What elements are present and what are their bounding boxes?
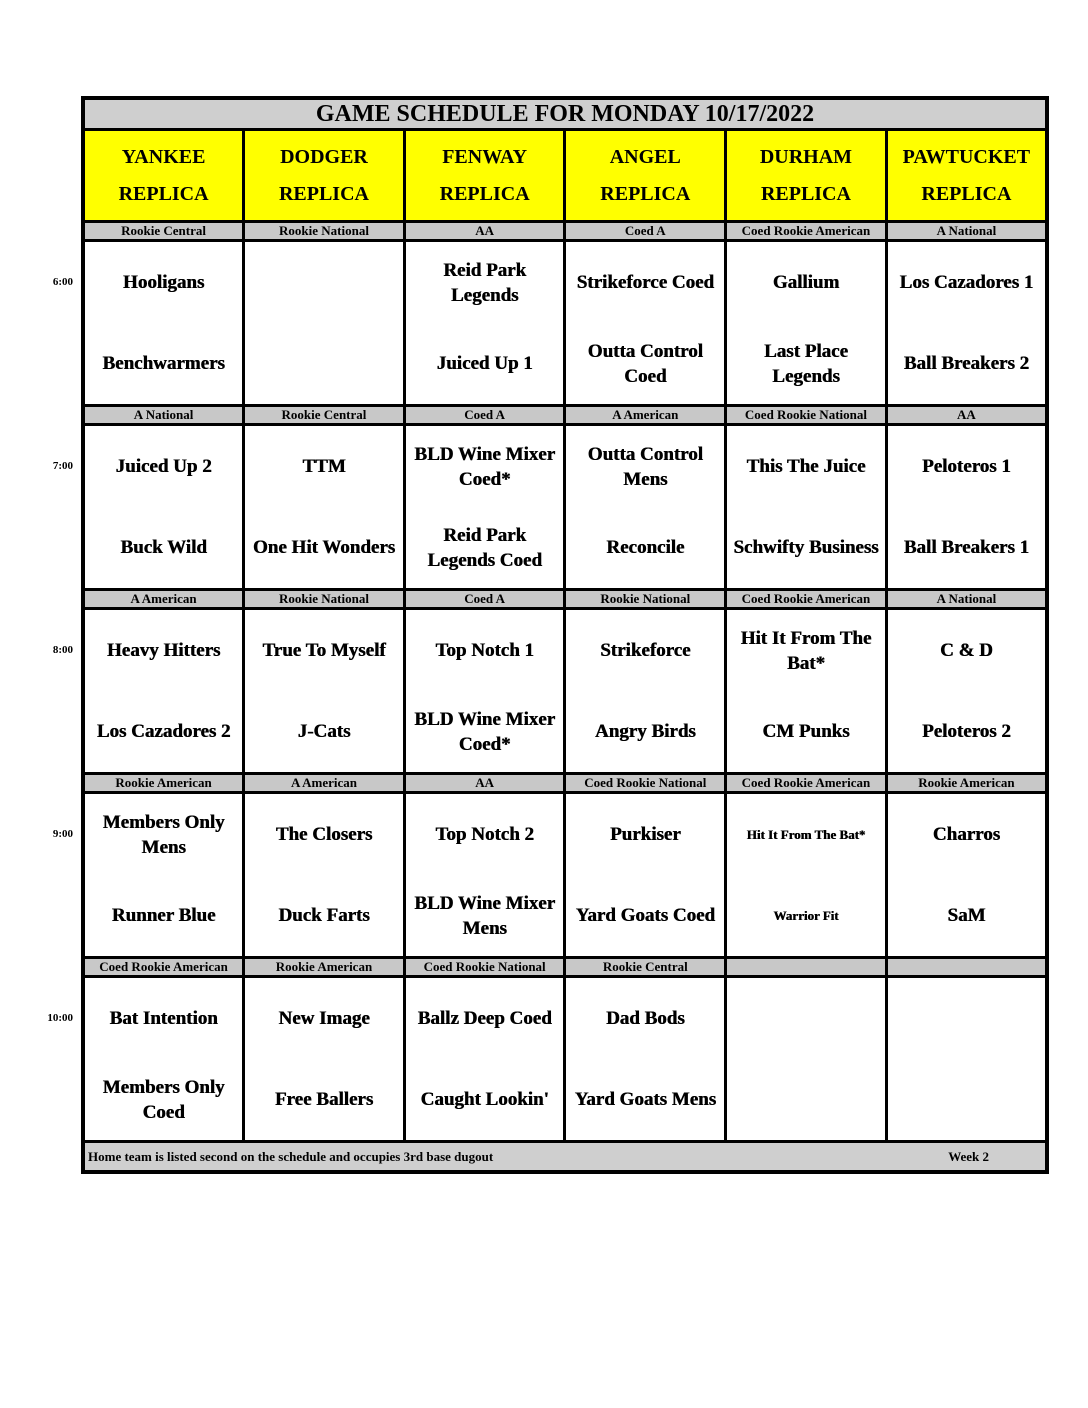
game-cell [726,241,887,406]
division-label: A National [83,406,244,425]
home-team: SaM [947,905,986,926]
division-label: Coed Rookie National [404,958,565,977]
time-label: 10:00 [47,1011,73,1024]
division-label: Rookie American [83,774,244,793]
home-team: Duck Farts [278,905,370,926]
division-label: Rookie National [565,590,726,609]
game-cell [565,977,726,1142]
division-label: Coed A [404,590,565,609]
division-label: A American [83,590,244,609]
away-team: Bat Intention [109,1008,218,1029]
division-label [886,958,1047,977]
home-team: BLD Wine Mixer Mens [414,892,556,939]
home-team: Outta Control Coed [587,340,703,387]
division-label: Rookie Central [565,958,726,977]
division-label: Rookie Central [83,222,244,241]
division-label: Coed Rookie American [726,222,887,241]
away-team: Strikeforce Coed [576,272,714,293]
home-team: Ball Breakers 2 [903,353,1030,374]
away-team: Juiced Up 2 [115,456,212,477]
venue-header [565,130,726,222]
venue-header [83,130,244,222]
venue-header [244,130,405,222]
venue-name: ANGEL [609,145,681,168]
game-row [83,793,1047,958]
division-label: A National [886,222,1047,241]
home-team: Angry Birds [594,721,696,742]
home-team: One Hit Wonders [252,537,396,558]
home-team: Yard Goats Mens [574,1089,717,1110]
away-team: TTM [302,456,346,477]
division-row [83,958,1047,977]
title-row [83,98,1047,130]
game-cell [726,977,887,1142]
venue-subtitle: REPLICA [760,182,851,205]
game-cell [404,977,565,1142]
division-label: Coed Rookie American [726,590,887,609]
game-cell [565,609,726,774]
venue-subtitle: REPLICA [278,182,369,205]
division-row [83,590,1047,609]
division-label: Coed Rookie American [726,774,887,793]
division-label: AA [886,406,1047,425]
venue-row [83,130,1047,222]
home-team: Members Only Coed [102,1076,225,1123]
away-team [245,242,403,323]
away-team: C & D [940,640,993,661]
division-label: Rookie National [244,590,405,609]
game-row [83,977,1047,1142]
division-label: Coed Rookie National [726,406,887,425]
venue-name: YANKEE [121,145,206,168]
game-cell [565,241,726,406]
schedule-title: GAME SCHEDULE FOR MONDAY 10/17/2022 [83,98,1047,130]
division-label: Coed Rookie National [565,774,726,793]
away-team: The Closers [275,824,373,845]
division-label: Coed A [404,406,565,425]
game-cell [244,977,405,1142]
venue-subtitle: REPLICA [118,182,209,205]
away-team: True To Myself [262,640,386,661]
division-label: A American [244,774,405,793]
game-cell [244,793,405,958]
division-row [83,774,1047,793]
game-cell [244,609,405,774]
away-team: Reid Park Legends [443,259,527,306]
division-label: Rookie American [886,774,1047,793]
division-row [83,222,1047,241]
division-row [83,406,1047,425]
away-team: Purkiser [609,824,681,845]
game-cell [886,425,1047,590]
home-team: Free Ballers [274,1089,374,1110]
away-team: Top Notch 2 [435,824,534,845]
home-team: CM Punks [762,721,850,742]
game-cell [404,241,565,406]
game-cell [726,425,887,590]
venue-name: DURHAM [759,145,853,168]
home-team: Buck Wild [120,537,207,558]
venue-subtitle: REPLICA [921,182,1012,205]
footer-note: Home team is listed second on the schedule and occupies 3rd base dugout [88,1148,494,1164]
venue-header [886,130,1047,222]
venue-name: FENWAY [442,145,528,168]
game-cell [886,241,1047,406]
away-team: Charros [932,824,1000,845]
game-cell [404,609,565,774]
game-cell [565,793,726,958]
venue-header [726,130,887,222]
home-team: Schwifty Business [733,537,879,558]
division-label [726,958,887,977]
venue-subtitle: REPLICA [439,182,530,205]
time-label: 9:00 [52,827,73,840]
home-team: Reconcile [606,537,685,558]
week-label: Week 2 [948,1148,989,1164]
game-cell [404,793,565,958]
away-team: Peloteros 1 [921,456,1011,477]
home-team [245,323,403,404]
division-label: AA [404,774,565,793]
home-team [888,1059,1045,1140]
time-label: 6:00 [52,275,73,288]
time-label: 8:00 [52,643,73,656]
home-team: BLD Wine Mixer Coed* [414,708,556,755]
division-label: A American [565,406,726,425]
game-cell [726,793,887,958]
game-cell [83,977,244,1142]
division-label: AA [404,222,565,241]
home-team: Runner Blue [111,905,216,926]
game-row [83,425,1047,590]
away-team: New Image [278,1008,370,1029]
division-label: A National [886,590,1047,609]
away-team: Dad Bods [605,1008,685,1029]
footer-row [83,1142,1047,1173]
home-team [727,1059,885,1140]
away-team: Members Only Mens [102,811,225,858]
home-team: Caught Lookin' [420,1089,549,1110]
away-team: Ballz Deep Coed [417,1008,552,1029]
time-label: 7:00 [52,459,73,472]
game-cell [565,425,726,590]
home-team: J-Cats [297,721,351,742]
away-team: Hooligans [122,272,205,293]
division-label: Rookie Central [244,406,405,425]
division-label: Rookie American [244,958,405,977]
game-cell [83,793,244,958]
home-team: Warrior Fit [773,908,839,923]
game-row [83,609,1047,774]
away-team: Strikeforce [600,640,691,661]
game-cell [886,609,1047,774]
home-team: Yard Goats Coed [575,905,715,926]
game-cell [886,793,1047,958]
home-team: Reid Park Legends Coed [427,524,542,571]
footer-cell [83,1142,1047,1173]
away-team: Hit It From The Bat* [740,627,872,674]
away-team: This The Juice [746,456,866,477]
away-team [727,978,885,1059]
division-label: Coed Rookie American [83,958,244,977]
game-cell [244,241,405,406]
game-cell [83,609,244,774]
away-team: Heavy Hitters [106,640,221,661]
home-team: Benchwarmers [102,353,225,374]
division-label: Rookie National [244,222,405,241]
home-team: Peloteros 2 [921,721,1011,742]
schedule-table [81,96,1049,1174]
game-row [83,241,1047,406]
away-team: BLD Wine Mixer Coed* [414,443,556,490]
division-label: Coed A [565,222,726,241]
away-team: Gallium [772,272,840,293]
game-cell [404,425,565,590]
game-cell [244,425,405,590]
away-team [888,978,1045,1059]
home-team: Last Place Legends [764,340,848,387]
venue-subtitle: REPLICA [600,182,691,205]
away-team: Hit It From The Bat* [746,827,866,842]
away-team: Los Cazadores 1 [899,272,1034,293]
away-team: Outta Control Mens [587,443,703,490]
venue-header [404,130,565,222]
home-team: Juiced Up 1 [436,353,533,374]
away-team: Top Notch 1 [435,640,534,661]
game-cell [886,977,1047,1142]
venue-name: PAWTUCKET [902,145,1031,168]
game-cell [83,241,244,406]
venue-name: DODGER [280,145,368,168]
home-team: Ball Breakers 1 [903,537,1030,558]
home-team: Los Cazadores 2 [96,721,231,742]
game-cell [726,609,887,774]
game-cell [83,425,244,590]
